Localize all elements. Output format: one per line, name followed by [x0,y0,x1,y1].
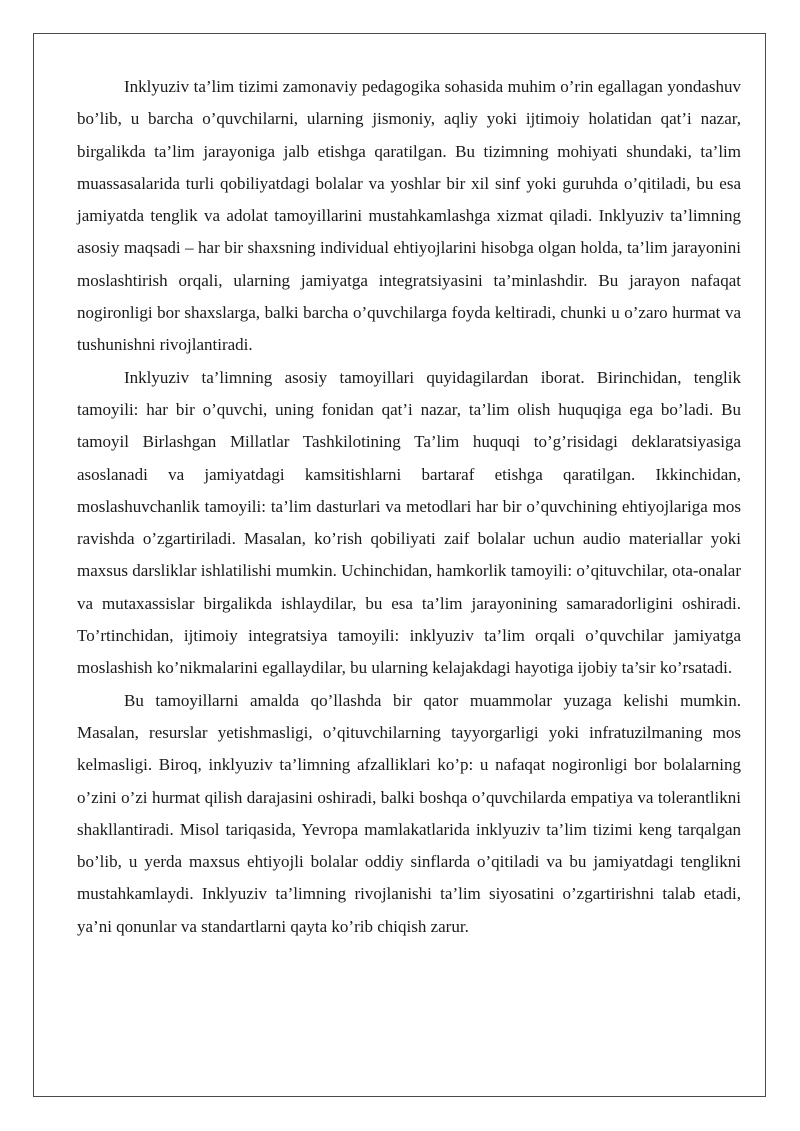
paragraph-3: Bu tamoyillarni amalda qo’llashda bir qator muammolar yuzaga kelishi mumkin. Masalan, resurslar yetishmasligi, o’qituvchilarning tayyorgarligi yoki infratuzilmaning mos kelmasligi. Biroq, inklyuziv ta’limning afzalliklari ko’p: u nafaqat nogironligi bor bolalarning o’zini o’zi hurmat qilish darajasini oshiradi, balki boshqa o’quvchilarda empatiya va tolerantlikni shakllantiradi. Misol tariqasida, Yevropa mamlakatlarida inklyuziv ta’lim tizimi keng tarqalgan bo’lib, u yerda maxsus ehtiyojli bolalar oddiy sinflarda o’qitiladi va bu jamiyatdagi tenglikni mustahkamlaydi. Inklyuziv ta’limning rivojlanishi ta’lim siyosatini o’zgartirishni talab etadi, ya’ni qonunlar va standartlarni qayta ko’rib chiqish zarur. [77,690,741,936]
document-body [77,71,741,943]
paragraph-1: Inklyuziv ta’lim tizimi zamonaviy pedagogika sohasida muhim o’rin egallagan yondashuv bo’lib, u barcha o’quvchilarni, ularning jismoniy, aqliy yoki ijtimoiy holatidan qat’i nazar, birgalikda ta’lim jarayoniga jalb etishga qaratilgan. Bu tizimning mohiyati shundaki, ta’lim muassasalarida turli qobiliyatdagi bolalar va yoshlar bir xil sinf yoki guruhda o’qitiladi, bu esa jamiyatda tenglik va adolat tamoyillarini mustahkamlashga xizmat qiladi. Inklyuziv ta’limning asosiy maqsadi – har bir shaxsning individual ehtiyojlarini hisobga olgan holda, ta’lim jarayonini moslashtirish orqali, ularning jamiyatga integratsiyasini ta’minlashdir. Bu jarayon nafaqat nogironligi bor shaxslarga, balki barcha o’quvchilarga foyda keltiradi, chunki u o’zaro hurmat va tushunishni rivojlantiradi. [77,77,741,355]
paragraph-2: Inklyuziv ta’limning asosiy tamoyillari quyidagilardan iborat. Birinchidan, tenglik tamoyili: har bir o’quvchi, uning fonidan qat’i nazar, ta’lim olish huquqiga ega bo’ladi. Bu tamoyil Birlashgan Millatlar Tashkilotining Ta’lim huquqi to’g’risidagi deklaratsiyasiga asoslanadi va jamiyatdagi kamsitishlarni bartaraf etishga qaratilgan. Ikkinchidan, moslashuvchanlik tamoyili: ta’lim dasturlari va metodlari har bir o’quvchining ehtiyojlariga mos ravishda o’zgartiriladi. Masalan, ko’rish qobiliyati zaif bolalar uchun audio materiallar yoki maxsus darsliklar ishlatilishi mumkin. Uchinchidan, hamkorlik tamoyili: o’qituvchilar, ota-onalar va mutaxassislar birgalikda ishlaydilar, bu esa ta’lim jarayonining samaradorligini oshiradi. To’rtinchidan, ijtimoiy integratsiya tamoyili: inklyuziv ta’lim orqali o’quvchilar jamiyatga moslashish ko’nikmalarini egallaydilar, bu ularning kelajakdagi hayotiga ijobiy ta’sir ko’rsatadi. [77,367,741,678]
